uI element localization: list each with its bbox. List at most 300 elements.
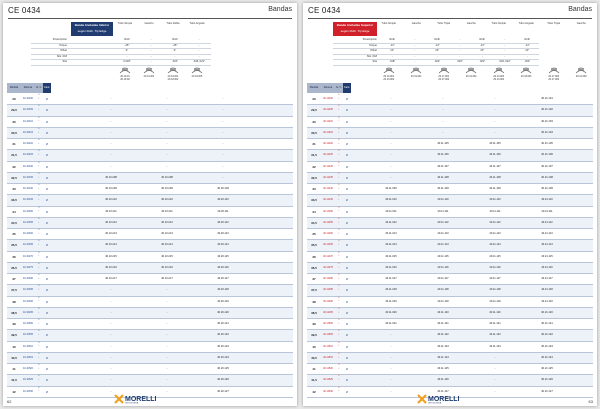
spec-value: 0° [173, 49, 177, 53]
code-cell: - [166, 389, 168, 393]
table-header-cell: Medida [7, 83, 21, 93]
spec-value: - [391, 54, 393, 58]
table-row [307, 173, 593, 184]
el-letter: L [338, 222, 340, 224]
el-letter: E [38, 230, 40, 231]
code-cell: 40.10.212 [161, 220, 173, 224]
size-cell: 35 [312, 232, 316, 236]
code-cell: 40.21.126 [541, 378, 553, 382]
code-cell: 40.20.119 [217, 299, 229, 303]
code-cell: 40.10.211 [161, 209, 173, 213]
code-cell: 40.10.213 [105, 232, 117, 235]
spec-value: 0° [125, 49, 129, 53]
code-cell: 40.21.109 [541, 187, 553, 190]
el-letter: L [338, 278, 340, 280]
qty-cell: 2 [46, 97, 48, 101]
spec-value: Roth [434, 38, 440, 41]
spec-value: .022" [479, 60, 486, 64]
spec-value: - [414, 54, 416, 58]
code-cell: 40.11.106 [489, 153, 501, 157]
el-letter: L [338, 233, 340, 235]
part-code: 20.17.002 [438, 78, 450, 81]
column-heading: Tubo Simple [381, 22, 396, 25]
spec-value: - [198, 38, 200, 41]
spec-value: - [150, 60, 152, 64]
size-cell: 32,5 [311, 175, 317, 180]
el-letter: E [38, 353, 40, 355]
spec-value: Roth [124, 38, 130, 41]
code-cell: 40.11.124 [437, 355, 449, 359]
qty-cell: 2 [46, 333, 48, 338]
table-row [307, 195, 593, 206]
code-cell: - [494, 389, 496, 393]
table-row [7, 364, 293, 375]
qty-cell: 2 [346, 220, 348, 225]
code-cell: - [390, 367, 392, 370]
code-cell: 40.21.106 [541, 153, 553, 157]
part-code: 20.19.02 [120, 78, 130, 81]
code-cell: 40.21.107 [541, 164, 553, 168]
spec-divider [333, 65, 539, 66]
size-cell: 31,5 [11, 153, 17, 158]
el-letter: E [338, 218, 340, 220]
size-cell: 39,5 [311, 333, 317, 338]
ref-cell: 40.11455 [323, 220, 333, 224]
part-code: 20.17.004 [548, 78, 560, 81]
spec-label: Slot .018 [366, 54, 377, 58]
bracket-image [191, 67, 203, 74]
code-cell: 40.10.215 [105, 254, 117, 258]
el-letter: L [38, 98, 40, 100]
el-letter: E [38, 308, 40, 310]
size-cell: 37 [12, 277, 16, 281]
code-cell: 40.21.103 [541, 119, 553, 123]
code-cell: 40.20.109 [217, 187, 229, 190]
el-letter: L [38, 188, 40, 190]
table-row [7, 184, 293, 195]
code-cell: 40.21.122 [541, 333, 553, 337]
spec-value: - [174, 54, 176, 58]
code-cell: 40.11.014 [385, 243, 397, 247]
code-cell: - [390, 142, 392, 145]
code-cell: 40.11.114 [489, 243, 501, 247]
code-cell: 40.20.127 [217, 389, 229, 393]
spec-value: Roth [524, 38, 530, 41]
qty-cell: 2 [346, 187, 348, 191]
table-row [307, 184, 593, 195]
code-cell: - [166, 164, 168, 168]
el-letter: L [338, 346, 340, 348]
code-cell: 40.10.209 [105, 187, 117, 190]
el-letter: L [38, 132, 40, 134]
ref-cell: 40.10495 [23, 310, 33, 314]
qty-cell: 2 [46, 378, 48, 383]
ref-cell: 40.11460 [323, 232, 333, 235]
code-cell: - [390, 344, 392, 348]
qty-cell: 2 [346, 153, 348, 158]
code-cell: - [166, 322, 168, 325]
code-cell: 40.20.122 [217, 333, 229, 337]
code-cell: 40.20.118 [217, 288, 229, 292]
size-cell: 39 [312, 322, 316, 326]
code-cell: 40.11.117 [489, 277, 501, 280]
table-row [307, 263, 593, 274]
code-cell: 40.11.111 [489, 209, 501, 213]
ref-cell: 40.10505 [23, 333, 33, 337]
size-cell: 41,5 [11, 378, 17, 383]
code-cell: 40.20.115 [217, 254, 229, 258]
page-header [8, 5, 292, 19]
code-cell: 40.11.114 [437, 243, 449, 247]
el-letter: E [338, 263, 340, 265]
table-row [307, 139, 593, 150]
size-cell: 32,5 [11, 175, 17, 180]
code-cell: - [110, 378, 112, 382]
ref-cell: 40.10415 [23, 130, 33, 134]
ref-cell: 40.10435 [23, 175, 33, 179]
code-cell: 40.20.117 [217, 277, 229, 280]
el-letter: E [338, 151, 340, 153]
code-cell: - [222, 130, 224, 134]
code-cell: 40.10.208 [161, 175, 173, 179]
code-cell: - [166, 333, 168, 337]
table-row [7, 94, 293, 105]
el-letter: L [338, 211, 340, 213]
code-cell: - [390, 153, 392, 157]
spec-value: - [459, 38, 461, 41]
el-letter: L [38, 121, 40, 123]
table-row [7, 150, 293, 161]
table-row [7, 173, 293, 184]
code-cell: 40.20.124 [217, 355, 229, 359]
code-cell: 40.20.110 [217, 198, 229, 202]
el-letter: E [338, 376, 340, 378]
spec-value: -14° [524, 43, 530, 47]
code-cell: 40.20.111 [217, 209, 229, 213]
ref-cell: 40.11445 [323, 198, 333, 202]
table-header-cell: Ranura [321, 83, 335, 93]
spec-value: - [150, 49, 152, 53]
ref-cell: 40.10450 [23, 209, 33, 213]
code-cell: - [110, 333, 112, 337]
size-cell: 30,5 [11, 130, 17, 135]
part-code: 20.33.001 [167, 75, 179, 78]
size-cell: 31 [12, 142, 16, 146]
el-letter: L [338, 121, 340, 123]
el-letter: E [38, 297, 40, 299]
size-cell: 36,5 [11, 265, 17, 270]
part-code: 20.31.001 [465, 75, 477, 78]
spec-value: -14° [434, 43, 440, 47]
spec-value: - [459, 54, 461, 58]
code-cell: 40.11.112 [437, 220, 449, 224]
column-heading: Tubo Doble [166, 22, 180, 25]
code-cell: 40.21.105 [541, 142, 553, 145]
el-letter: E [38, 128, 40, 130]
ref-cell: 40.11470 [323, 254, 333, 258]
qty-cell: 2 [346, 310, 348, 315]
ref-cell: 40.10455 [23, 220, 33, 224]
qty-cell: 2 [46, 142, 48, 146]
size-cell: 34,5 [311, 220, 317, 225]
spec-value: - [198, 49, 200, 53]
ref-cell: 40.11530 [323, 389, 333, 393]
el-letter: E [38, 376, 40, 378]
el-letter: E [338, 140, 340, 141]
el-letter: E [338, 185, 340, 186]
column-heading: Gancho [411, 22, 421, 25]
spec-label: Prescripción [52, 38, 67, 41]
code-cell: 40.11.111 [437, 209, 449, 213]
code-cell: 40.21.104 [541, 130, 553, 134]
size-cell: 37,5 [11, 288, 17, 293]
ref-cell: 40.10515 [23, 355, 33, 359]
code-cell: 40.10.213 [161, 232, 173, 235]
el-letter: E [338, 331, 340, 333]
ce-mark: CE 0434 [308, 6, 341, 15]
el-letter: E [38, 286, 40, 288]
qty-cell: 2 [346, 299, 348, 304]
page-number: 62 [7, 399, 12, 404]
code-cell: 40.11.020 [385, 310, 397, 314]
code-cell: - [110, 288, 112, 292]
el-letter: E [338, 196, 340, 198]
qty-cell: 2 [46, 108, 48, 113]
table-row [307, 308, 593, 319]
code-cell: - [110, 322, 112, 325]
ref-cell: 40.10520 [23, 367, 33, 370]
code-cell: 40.11.109 [489, 187, 501, 190]
el-letter: L [38, 155, 40, 157]
code-cell: 40.10.217 [105, 277, 117, 280]
table-row [7, 128, 293, 139]
qty-cell: 2 [46, 367, 48, 371]
ref-cell: 40.11525 [323, 378, 333, 382]
el-letter: E [338, 342, 340, 344]
code-cell: 40.11.108 [489, 175, 501, 179]
qty-cell: 2 [346, 344, 348, 349]
el-letter: L [38, 323, 40, 325]
el-letter: E [338, 207, 340, 209]
code-cell: 40.11.110 [437, 198, 449, 202]
size-cell: 29,5 [311, 108, 317, 113]
size-cell: 33 [312, 187, 316, 191]
size-cell: 39,5 [11, 333, 17, 338]
size-cell: 30,5 [311, 130, 317, 135]
code-cell: 40.10.210 [161, 198, 173, 202]
code-cell: 40.11.120 [437, 310, 449, 314]
ref-cell: 40.11415 [323, 130, 333, 134]
spec-divider [31, 65, 211, 66]
section-title: Bandas [568, 6, 592, 13]
ref-cell: 40.10525 [23, 378, 33, 382]
code-cell: - [390, 108, 392, 112]
size-cell: 35,5 [11, 243, 17, 248]
code-cell: - [390, 119, 392, 123]
spec-value: .022" [172, 60, 178, 64]
code-cell: - [442, 97, 444, 100]
morelli-logo [416, 394, 496, 404]
ref-cell: 40.10480 [23, 277, 33, 280]
qty-cell: 2 [46, 265, 48, 270]
code-cell: 40.11.107 [489, 164, 501, 168]
size-cell: 41 [12, 367, 16, 371]
code-cell: - [110, 153, 112, 157]
ref-cell: 40.10500 [23, 322, 33, 325]
code-cell: - [442, 108, 444, 112]
code-cell: 40.11.122 [489, 333, 501, 337]
code-cell: - [494, 130, 496, 134]
code-cell: 40.11.118 [489, 288, 501, 292]
code-cell: 40.11.011 [385, 209, 397, 213]
el-letter: E [338, 308, 340, 310]
el-letter: L [338, 98, 340, 100]
right-page [303, 3, 597, 406]
code-cell: 40.21.116 [541, 265, 553, 269]
code-cell: 40.11.119 [437, 299, 449, 303]
el-letter: E [38, 140, 40, 141]
column-heading: Tubo Angular [189, 22, 205, 25]
el-letter: L [338, 391, 340, 393]
size-cell: 42 [312, 389, 316, 394]
size-cell: 34 [12, 209, 16, 214]
code-cell: 40.10.216 [105, 265, 117, 269]
column-heading: Tubo Simple [117, 22, 133, 25]
spec-value: - [198, 43, 200, 47]
el-letter: E [338, 95, 340, 96]
qty-cell: 2 [346, 389, 348, 394]
spec-value: .022" [434, 60, 441, 64]
code-cell: - [110, 142, 112, 145]
bracket-image [383, 67, 395, 74]
part-code: 20.13.002 [383, 78, 395, 81]
size-cell: 33,5 [311, 198, 317, 203]
table-row [7, 342, 293, 353]
spec-value: - [198, 54, 200, 58]
code-cell: 40.11.113 [437, 232, 449, 235]
code-cell: - [110, 97, 112, 100]
code-cell: 40.21.101 [541, 97, 553, 100]
code-cell: 40.11.115 [489, 254, 501, 258]
code-cell: 40.20.121 [217, 322, 229, 325]
ref-cell: 40.10440 [23, 187, 33, 190]
el-letter: E [38, 365, 40, 366]
code-cell: 40.21.124 [541, 355, 553, 359]
code-cell: 40.20.114 [217, 243, 229, 247]
qty-cell: 2 [46, 164, 48, 169]
el-letter: L [38, 233, 40, 235]
el-letter: L [38, 245, 40, 247]
code-cell: 40.21.112 [541, 220, 553, 224]
product-title: Banda Ancladas Superior según Roth, Tip Edge [333, 22, 377, 36]
qty-cell: 2 [46, 220, 48, 225]
code-cell: 40.20.126 [217, 378, 229, 382]
table-row [7, 330, 293, 341]
el-letter: L [38, 301, 40, 303]
qty-cell: 2 [346, 367, 348, 371]
size-cell: 33 [12, 187, 16, 191]
code-cell: 40.11.107 [437, 164, 449, 168]
size-cell: 31,5 [311, 153, 317, 158]
spec-value: - [459, 43, 461, 47]
spec-label: Slot .018 [56, 54, 67, 58]
table-row [307, 375, 593, 386]
code-cell: - [494, 108, 496, 112]
qty-cell: 2 [46, 198, 48, 203]
qty-cell: 2 [346, 243, 348, 248]
el-letter: L [38, 278, 40, 280]
ref-cell: 40.11515 [323, 355, 333, 359]
el-letter: E [338, 252, 340, 254]
code-cell: - [166, 355, 168, 359]
section-title: Bandas [268, 6, 292, 13]
size-cell: 31 [312, 142, 316, 146]
el-letter: L [38, 256, 40, 258]
code-cell: - [166, 108, 168, 112]
size-cell: 40 [312, 344, 316, 349]
ref-cell: 40.10410 [23, 119, 33, 123]
code-cell: 40.10.208 [105, 175, 117, 179]
el-letter: L [338, 335, 340, 337]
size-cell: 30 [312, 119, 316, 124]
spec-value: Roth [389, 38, 395, 41]
size-cell: 37,5 [311, 288, 317, 293]
el-letter: L [338, 267, 340, 269]
code-cell: - [166, 97, 168, 100]
table-row [307, 364, 593, 375]
el-letter: L [338, 323, 340, 325]
ref-cell: 40.11495 [323, 310, 333, 314]
code-cell: 40.10.214 [161, 243, 173, 247]
size-cell: 38 [12, 299, 16, 304]
ce-mark: CE 0434 [8, 6, 41, 15]
code-cell: - [442, 130, 444, 134]
size-cell: 37 [312, 277, 316, 281]
size-cell: 38,5 [311, 310, 317, 315]
size-cell: 30 [12, 119, 16, 124]
code-cell: - [166, 378, 168, 382]
qty-cell: 2 [346, 164, 348, 169]
table-row [7, 195, 293, 206]
code-cell: 40.21.118 [541, 288, 553, 292]
code-cell: 40.11.019 [385, 299, 397, 303]
qty-cell: 2 [46, 243, 48, 248]
bracket-image [548, 67, 560, 74]
code-cell: - [166, 153, 168, 157]
el-letter: L [38, 368, 40, 370]
table-row [307, 240, 593, 251]
table-row [307, 330, 593, 341]
code-cell: 40.21.108 [541, 175, 553, 179]
ref-cell: 40.10490 [23, 299, 33, 303]
page-header [308, 5, 592, 19]
spec-value: - [414, 43, 416, 47]
ref-cell: 40.10405 [23, 108, 33, 112]
size-cell: 41 [312, 367, 316, 371]
table-row [7, 285, 293, 296]
qty-cell: 2 [46, 232, 48, 236]
code-cell: - [110, 299, 112, 303]
bracket-image [493, 67, 505, 74]
code-cell: 40.11.018 [385, 288, 397, 292]
spec-label: Prescripción [362, 38, 377, 41]
code-cell: - [390, 378, 392, 382]
el-letter: L [38, 357, 40, 359]
code-cell: 40.20.116 [217, 265, 229, 269]
size-cell: 34 [312, 209, 316, 214]
spec-value: - [481, 54, 483, 58]
el-letter: E [338, 128, 340, 130]
